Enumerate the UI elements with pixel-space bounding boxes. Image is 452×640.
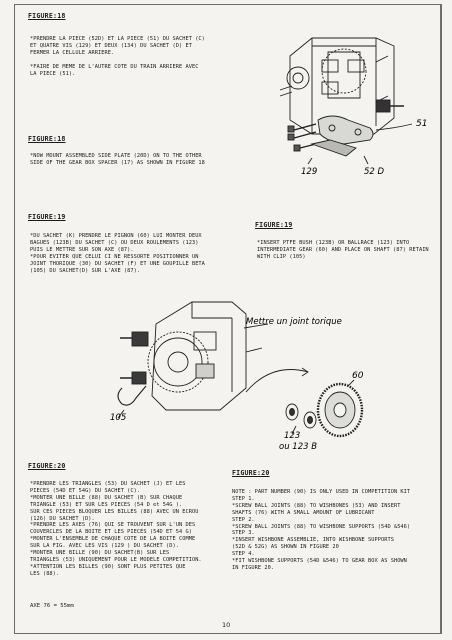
fig20-fr-paragraph [30, 564, 202, 578]
text-line: (52D & 52G) AS SHOWN IN FIGURE 20 [232, 544, 339, 551]
text-line: *SCREW BALL JOINTS (88) TO WISHBONES (53) AND INSERT [232, 502, 401, 509]
fig20-en-paragraph [232, 489, 410, 503]
fig18-en-text [30, 153, 205, 167]
fig20-fr-text [30, 481, 202, 578]
text-line: TRIANGLE (53) ET SUR LES PIECES (54 D et 54G ). [30, 501, 183, 508]
text-line: SUR LA FIG. AVEC LES VIS (129 ) DU SACHET (D). [30, 543, 179, 550]
text-line: *PRENDRE LES AXES (76) QUI SE TROUVENT SUR L'UN DES [30, 522, 196, 529]
text-line: STEP 1. [232, 495, 255, 502]
text-line: INTERMEDIATE GEAR (60) AND PLACE ON SHAFT (87) RETAIN [257, 246, 429, 253]
fig20-fr-paragraph [30, 495, 202, 523]
fig19-fr-paragraph [30, 254, 205, 275]
fig19-en-paragraph [257, 240, 429, 261]
label-123b: ou 123 B [279, 442, 318, 452]
fig19-fr-heading: FIGURE:19 [28, 213, 66, 221]
fig20-fr-paragraph [30, 522, 202, 536]
label-52d: 52 D [364, 167, 385, 176]
fig20-fr-paragraph [30, 481, 202, 495]
text-line: (105) DU SACHET(D) SUR L'AXE (87). [30, 267, 141, 274]
text-line: TRIANGLES (53) UNIQUEMENT POUR LE MODELE COMPETITION. [30, 556, 202, 563]
assembly-arrow [246, 370, 308, 393]
text-line: *POUR EVITER QUE CELUI CI NE RESSORTE POSITIONNER UN [30, 253, 199, 260]
text-line: IN FIGURE 20. [232, 564, 275, 571]
text-line: SUR CES PIECES BLOQUER LES BILLES (88) AVEC UN ECROU [30, 508, 199, 515]
text-line: NOTE : PART NUMBER (90) IS ONLY USED IN COMPETITION KIT [232, 489, 411, 495]
fig20-en-paragraph [232, 503, 410, 524]
text-line: *NOW MOUNT ASSEMBLED SIDE PLATE (20D) ON TO THE OTHER [30, 153, 202, 159]
text-line: *PRENDRE LA PIECE (52D) ET LA PIECE (51) DU SACHET (C) [30, 36, 205, 42]
text-line: STEP 3. [232, 530, 255, 537]
text-line: ET QUATRE VIS (129) ET DEUX (134) DU SACHET (D) ET [30, 42, 192, 49]
text-line: SIDE OF THE GEAR BOX SPACER (17) AS SHOWN IN FIGURE 18 [30, 159, 205, 166]
gearbox-gear [148, 332, 208, 392]
fig19-fr-text [30, 233, 205, 274]
text-line: FERMER LA CELLULE ARRIERE. [30, 49, 115, 56]
output-cup [376, 100, 390, 112]
text-line: PUIS LE METTRE SUR SON AXE (87). [30, 246, 134, 253]
fig20-fr-paragraph [30, 550, 202, 564]
text-line: STEP 4. [232, 551, 255, 558]
text-line: *SCREW BALL JOINTS (88) TO WISHBONE SUPPORTS (54D &546) [232, 523, 411, 530]
fig20-en-paragraph [232, 537, 410, 558]
fig20-en-paragraph [232, 524, 410, 538]
figure-18-drawing [272, 16, 432, 176]
text-line: SHAFTS (76) WITH A SMALL AMOUNT OF LUBRICANT [232, 509, 375, 516]
beta-clip-105 [118, 386, 146, 405]
text-line: *FAIRE DE MEME DE L'AUTRE COTE DU TRAIN ARRIERE AVEC [30, 63, 199, 70]
axle-length-note: AXE 76 = 55mm [30, 603, 74, 609]
internal-gear [322, 49, 366, 93]
fig18-fr-paragraph [30, 64, 205, 78]
text-line: PIECES (54D ET 54G) DU SACHET (C). [30, 487, 141, 494]
text-line: (126) DU SACHET (D). [30, 515, 95, 522]
text-line: *ATTENTION LES BILLES (90) SONT PLUS PETITES QUE [30, 563, 186, 570]
text-line: JOINT THORIQUE (30) DU SACHET (F) ET UNE GOUPILLE BETA [30, 260, 205, 267]
text-line: *MONTER L'ENSEMBLE DE CHAQUE COTE DE LA BOITE COMME [30, 536, 196, 543]
label-129: 129 [301, 167, 318, 176]
text-line: STEP 2. [232, 516, 255, 523]
fig18-fr-paragraph [30, 36, 205, 57]
label-51: 51 [416, 119, 428, 129]
label-123: 123 [284, 431, 301, 441]
label-joint-torique: Mettre un joint torique [246, 317, 342, 327]
text-line: *FIT WISHBONE SUPPORTS (54D &546) TO GEAR BOX AS SHOWN [232, 558, 407, 565]
text-line: *INSERT WISHBONE ASSEMBLIE, INTO WISHBONE SUPPORTS [232, 537, 394, 544]
text-line: *MONTER UNE BILLE (88) DU SACHET (B) SUR CHAQUE [30, 494, 183, 501]
fig18-en-paragraph [30, 153, 205, 167]
label-60: 60 [352, 371, 364, 381]
part-51 [318, 116, 373, 144]
text-line: WITH CLIP (105) [257, 253, 306, 260]
fig19-en-heading: FIGURE:19 [255, 221, 293, 229]
fig20-en-text [232, 489, 410, 572]
fig20-en-heading: FIGURE:20 [232, 469, 270, 477]
fig20-fr-paragraph [30, 536, 202, 550]
fig20-fr-heading: FIGURE:20 [28, 462, 66, 470]
label-105: 105 [110, 413, 127, 423]
fig18-en-heading: FIGURE:18 [28, 135, 66, 143]
figure-19-drawing [96, 292, 396, 452]
fig18-fr-heading: FIGURE:18 [28, 12, 66, 20]
text-line: *MONTER UNE BILLE (90) DU SACHET(B) SUR LES [30, 550, 170, 557]
text-line: BAGUES (123B) DU SACHET (C) OU DEUX ROULEMENTS (123) [30, 239, 199, 246]
text-line: COUVERCLES DE LA BOITE ET LES PIECES (54D ET 54 G) [30, 529, 192, 536]
text-line: *PRENDRE LES TRIANGLES (53) DU SACHET (J) ET LES [30, 481, 186, 487]
fig20-en-paragraph [232, 558, 410, 572]
fig19-fr-paragraph [30, 233, 205, 254]
page-number: 10 [222, 621, 231, 629]
text-line: *DU SACHET (K) PRENDRE LE PIGNON (60) LUI MONTER DEUX [30, 233, 202, 239]
fig18-fr-text [30, 36, 205, 78]
text-line: LA PIECE (51). [30, 70, 76, 77]
fig19-en-text [257, 240, 429, 261]
text-line: LES (88). [30, 570, 60, 577]
text-line: *INSERT PTFE BUSH (123B) OR BALLRACE (123) INTO [257, 240, 410, 246]
